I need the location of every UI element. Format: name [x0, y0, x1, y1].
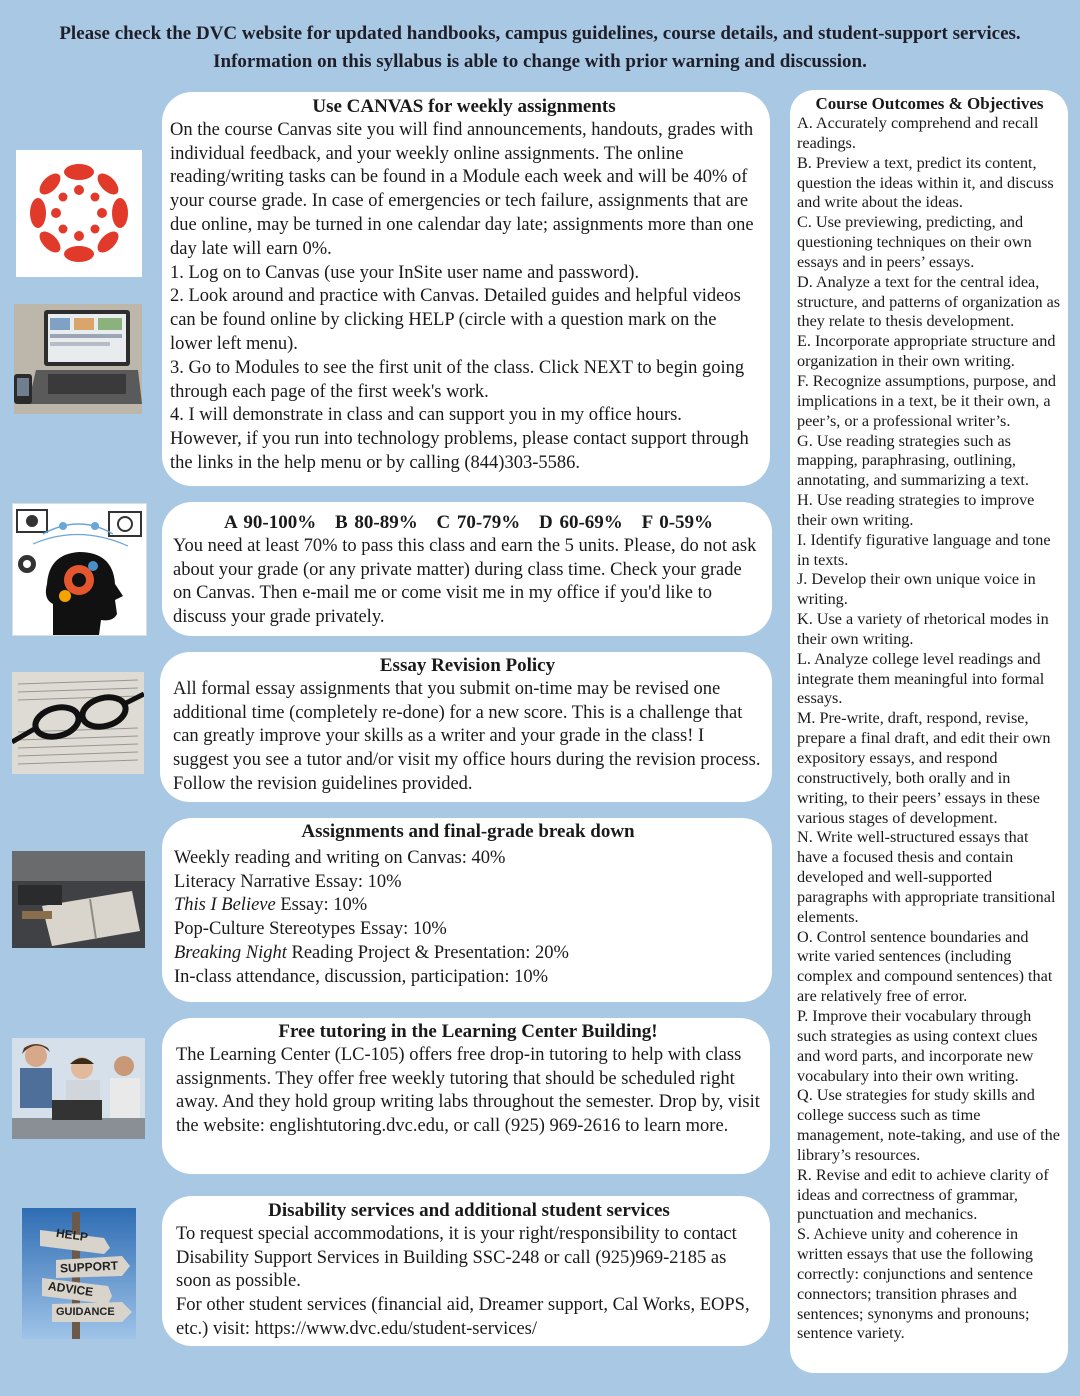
course-outcome-item: Q. Use strategies for study skills and college success such as time management, note-taking, and use of the library’s resources. — [797, 1086, 1060, 1164]
students-icon — [12, 1038, 145, 1139]
tutoring-card — [162, 1018, 770, 1174]
course-outcome-item: B. Preview a text, predict its content, question the ideas within it, and discuss and write about the ideas. — [797, 153, 1054, 212]
grade-breakdown-item — [174, 894, 762, 918]
grade-breakdown-card — [162, 818, 772, 1002]
student-services-text: For other student services (financial aid, Dreamer support, Cal Works, EOPS, etc.) visit: https://www.dvc.edu/student-services/ — [176, 1295, 750, 1339]
header-line-1: Please check the DVC website for updated handbooks, campus guidelines, course details, and student-support services. — [59, 23, 1021, 44]
signpost-sign-guidance: GUIDANCE — [56, 1306, 115, 1318]
course-outcome-item: S. Achieve unity and coherence in written essays that use the following correctly: conjunctions and sentence connectors; transition phrases and sentences; synonyms and pronouns; sentence variety. — [797, 1225, 1034, 1343]
grade-breakdown-list — [174, 847, 762, 990]
grade-breakdown-item-label: Weekly reading and writing on Canvas: 40% — [174, 847, 506, 868]
course-outcome-item: G. Use reading strategies such as mapping, paraphrasing, outlining, annotating, and summarizing a text. — [797, 431, 1029, 490]
grade-a: A 90-100% — [223, 512, 317, 533]
course-outcome-item: M. Pre-write, draft, respond, revise, prepare a final draft, and edit their own expository essays, and respond constructively, both orally and in writing, to their peers’ essays in these various stages of development. — [797, 709, 1051, 827]
canvas-logo-image — [16, 150, 142, 277]
laptop-photo — [14, 304, 142, 414]
disability-services-title: Disability services and additional student services — [268, 1200, 670, 1221]
signpost-sign-support: SUPPORT — [59, 1258, 119, 1276]
canvas-card — [162, 92, 770, 486]
grade-b: B 80-89% — [334, 512, 418, 533]
tutoring-title: Free tutoring in the Learning Center Building! — [278, 1021, 658, 1042]
grade-breakdown-item-label: Essay: 10% — [275, 895, 368, 916]
grade-breakdown-item-label: Literacy Narrative Essay: 10% — [174, 871, 402, 892]
students-tutoring-photo — [12, 1038, 145, 1139]
course-outcome-item: J. Develop their own unique voice in writing. — [797, 570, 1036, 609]
grade-breakdown-title: Assignments and final-grade break down — [301, 821, 635, 842]
laptop-icon — [14, 304, 142, 414]
grade-f: F 0-59% — [641, 512, 714, 533]
signpost-sign-advice: ADVICE — [47, 1278, 95, 1300]
canvas-step-2: 2. Look around and practice with Canvas. Detailed guides and helpful videos can be found online by clicking HELP (circle with a question mark on the lower left menu). — [170, 286, 741, 354]
grade-breakdown-item-label: In-class attendance, discussion, participation: 10% — [174, 966, 549, 987]
grade-breakdown-item-label: Reading Project & Presentation: 20% — [286, 942, 569, 963]
canvas-step-3: 3. Go to Modules to see the first unit of the class. Click NEXT to begin going through each page of the first week's work. — [170, 357, 745, 402]
grade-scale-card — [162, 502, 772, 636]
glasses-icon — [12, 672, 144, 774]
revision-policy-card — [160, 652, 772, 802]
course-outcomes-panel — [790, 90, 1068, 1373]
open-book-icon — [12, 851, 145, 948]
grade-breakdown-item-title: This I Believe — [174, 895, 276, 916]
grade-breakdown-item — [174, 847, 762, 871]
course-outcome-item: R. Revise and edit to achieve clarity of ideas and correctness of grammar, punctuation and mechanics. — [797, 1165, 1049, 1224]
revision-policy-text: All formal essay assignments that you submit on-time may be revised one additional time (completely re-done) for a new score. This is a challenge that can greatly improve your skills as a writer and your grade in the class! I suggest you see a tutor and/or visit my office hours during the revision process. Follow the revision guidelines provided. — [173, 678, 761, 794]
course-outcomes-title: Course Outcomes & Objectives — [815, 94, 1044, 113]
canvas-step-4: 4. I will demonstrate in class and can support you in my office hours. However, if you run into technology problems, please contact support through the links in the help menu or by calling (844)303-5586. — [170, 405, 749, 473]
course-outcomes-list — [797, 114, 1062, 1344]
help-signpost-image — [22, 1208, 136, 1339]
grade-d: D 60-69% — [539, 512, 623, 533]
course-outcome-item: F. Recognize assumptions, purpose, and implications in a text, be it their own, a peer’s, or a professional writer’s. — [797, 371, 1057, 430]
course-outcome-item: H. Use reading strategies to improve their own writing. — [797, 491, 1035, 529]
course-outcome-item: I. Identify figurative language and tone in texts. — [797, 530, 1051, 569]
brain-technology-image — [12, 503, 147, 636]
desk-book-photo — [12, 851, 145, 948]
header-line-2: Information on this syllabus is able to change with prior warning and discussion. — [213, 51, 867, 72]
grade-breakdown-item — [174, 942, 762, 966]
canvas-logo-icon — [16, 150, 142, 277]
course-outcome-item: L. Analyze college level readings and integrate them meaningful into formal essays. — [797, 649, 1045, 708]
grade-scale — [173, 511, 764, 535]
signpost-sign-help: HELP — [55, 1225, 89, 1245]
grade-breakdown-item-title: Breaking Night — [174, 942, 287, 963]
course-outcome-item: P. Improve their vocabulary through such strategies as using context clues and word parts, and incorporate new vocabulary into their own writing. — [797, 1006, 1038, 1085]
course-outcome-item: O. Control sentence boundaries and write varied sentences (including complex and compound sentences) that are relatively free of error. — [797, 927, 1053, 1006]
tutoring-text: The Learning Center (LC-105) offers free drop-in tutoring to help with class assignments. They offer free weekly tutoring that should be scheduled right away. And they hold group writing labs throughout the semester. Drop by, visit the website: englishtutoring.dvc.edu, or call (925) 969-2616 to learn more. — [176, 1044, 760, 1137]
course-outcome-item: A. Accurately comprehend and recall readings. — [797, 114, 1039, 152]
course-outcome-item: K. Use a variety of rhetorical modes in their own writing. — [797, 610, 1049, 648]
canvas-card-title: Use CANVAS for weekly assignments — [312, 96, 616, 117]
brain-gears-icon — [13, 504, 146, 635]
page-header — [0, 20, 1080, 76]
glasses-on-book-photo — [12, 672, 144, 774]
course-outcome-item: D. Analyze a text for the central idea, structure, and patterns of organization as they relate to thesis development. — [797, 272, 1061, 331]
course-outcome-item: C. Use previewing, predicting, and questioning techniques on their own essays and in peers’ essays. — [797, 213, 1032, 271]
grade-c: C 70-79% — [436, 512, 521, 533]
grade-breakdown-item — [174, 918, 762, 942]
canvas-step-1: 1. Log on to Canvas (use your InSite user name and password). — [170, 262, 640, 283]
disability-services-text: To request special accommodations, it is your right/responsibility to contact Disability Support Services in Building SSC-248 or call (925)969-2185 as soon as possible. — [176, 1223, 737, 1292]
grade-breakdown-item — [174, 871, 762, 895]
grade-breakdown-item-label: Pop-Culture Stereotypes Essay: 10% — [174, 919, 447, 940]
revision-policy-title: Essay Revision Policy — [379, 655, 556, 676]
course-outcome-item: E. Incorporate appropriate structure and organization in their own writing. — [797, 332, 1056, 371]
grade-policy-text: You need at least 70% to pass this class and earn the 5 units. Please, do not ask about your grade (or any private matter) during class time. Check your grade on Canvas. Then e-mail me or come visit me in my office if you'd like to discuss your grade privately. — [173, 535, 757, 628]
disability-services-card — [162, 1196, 770, 1346]
canvas-paragraph: On the course Canvas site you will find announcements, handouts, grades with individual feedback, and your weekly online assignments. The online reading/writing tasks can be found in a Module each week and will be 40% of your course grade. In case of emergencies or tech failure, assignments that are due online, may be turned in one calendar day late; assignments more than one day late will earn 0%. — [170, 119, 754, 259]
course-outcome-item: N. Write well-structured essays that have a focused thesis and contain developed and well-supported paragraphs with appropriate transitional elements. — [797, 828, 1056, 926]
grade-breakdown-item — [174, 966, 762, 990]
